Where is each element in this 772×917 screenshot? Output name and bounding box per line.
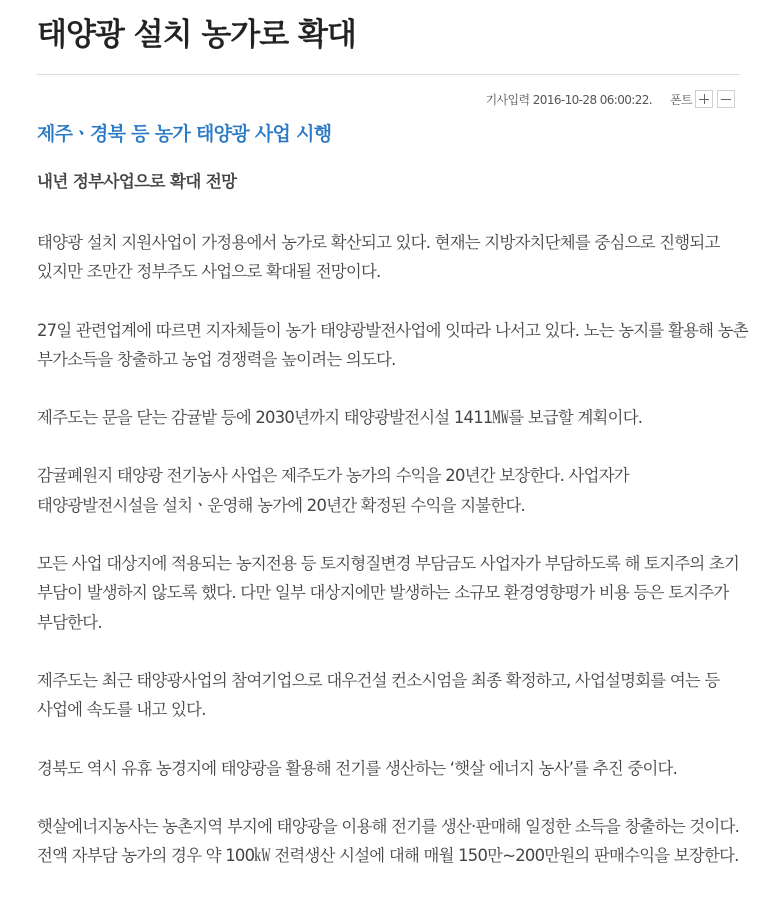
font-increase-button[interactable] (695, 90, 713, 108)
article (37, 0, 748, 899)
paragraph: 27일 관련업계에 따르면 지자체들이 농가 태양광발전사업에 잇따라 나서고 있다. 노는 농지를 활용해 농촌 부가소득을 창출하고 농업 경쟁력을 높이려는 의도다. (37, 320, 748, 369)
article-sub-headline: 내년 정부사업으로 확대 전망 (37, 172, 237, 191)
paragraph: 감귤폐원지 태양광 전기농사 사업은 제주도가 농가의 수익을 20년간 보장한다. 사업자가 태양광발전시설을 설치ㆍ운영해 농가에 20년간 확정된 수익을 지불한다. (37, 466, 629, 515)
article-body (37, 228, 748, 870)
publish-date: 기사입력 2016-10-28 06:00:22. (485, 92, 653, 107)
article-meta (37, 75, 740, 121)
minus-icon (721, 99, 731, 100)
paragraph: 경북도 역시 유휴 농경지에 태양광을 활용해 전기를 생산하는 ‘햇살 에너지 농사’를 추진 중이다. (37, 758, 678, 778)
paragraph: 제주도는 최근 태양광사업의 참여기업으로 대우건설 컨소시엄을 최종 확정하고, 사업설명회를 여는 등 사업에 속도를 내고 있다. (37, 670, 720, 720)
paragraph: 햇살에너지농사는 농촌지역 부지에 태양광을 이용해 전기를 생산·판매해 일정한 소득을 창출하는 것이다. 전액 자부담 농가의 경우 약 100㎾ 전력생산 시설에 대해 매월 150만~200만원의 판매수익을 보장한다. (37, 816, 740, 866)
font-decrease-button[interactable] (717, 90, 735, 108)
font-size-label: 폰트 (670, 92, 692, 107)
paragraph: 태양광 설치 지원사업이 가정용에서 농가로 확산되고 있다. 현재는 지방자치단체를 중심으로 진행되고 있지만 조만간 정부주도 사업으로 확대될 전망이다. (37, 233, 720, 282)
plus-icon-vertical (704, 94, 705, 104)
paragraph: 모든 사업 대상지에 적용되는 농지전용 등 토지형질변경 부담금도 사업자가 부담하도록 해 토지주의 초기 부담이 발생하지 않도록 했다. 다만 일부 대상지에만 발생하는 소규모 환경영향평가 비용 등은 토지주가 부담한다. (37, 554, 740, 632)
article-subtitle: 제주ㆍ경북 등 농가 태양광 사업 시행 (37, 123, 332, 145)
paragraph: 제주도는 문을 닫는 감귤밭 등에 2030년까지 태양광발전시설 1411㎿를 보급할 계획이다. (37, 408, 643, 428)
headline: 태양광 설치 농가로 확대 (37, 17, 356, 53)
